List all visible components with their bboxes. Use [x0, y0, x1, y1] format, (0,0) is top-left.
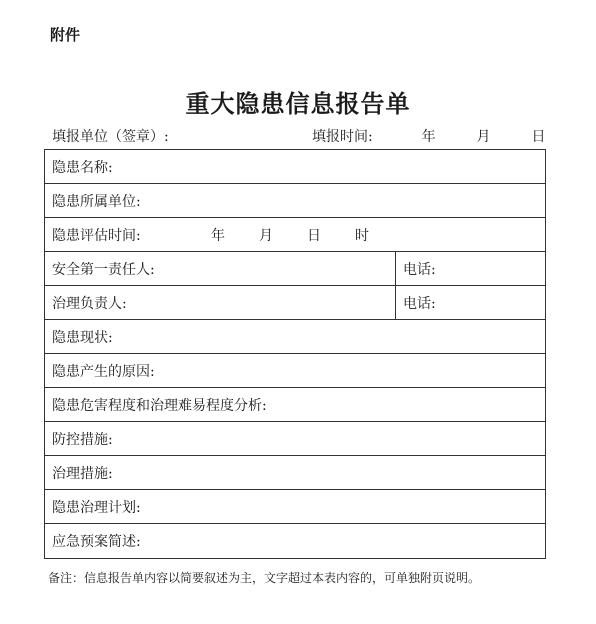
- form-title: 重大隐患信息报告单: [185, 89, 411, 118]
- governance-responsible-label: 治理负责人:: [52, 295, 127, 312]
- safety-responsible-label: 安全第一责任人:: [52, 261, 155, 278]
- analysis-label: 隐患危害程度和治理难易程度分析:: [52, 397, 267, 414]
- fill-time-month: 月: [476, 129, 491, 145]
- status-label: 隐患现状:: [52, 329, 113, 346]
- row-analysis[interactable]: [45, 388, 545, 422]
- row-prevention[interactable]: [45, 422, 545, 456]
- fill-time-year: 年: [421, 129, 436, 145]
- eval-day: 日: [307, 227, 321, 244]
- row-status[interactable]: [45, 320, 545, 354]
- row-governance-plan[interactable]: [45, 490, 545, 524]
- fill-time-day: 日: [531, 129, 546, 145]
- fill-unit-label: 填报单位（签章）:: [52, 129, 169, 145]
- cause-label: 隐患产生的原因:: [52, 363, 155, 380]
- row-hazard-owner-unit[interactable]: [45, 184, 545, 218]
- row-governance-measures[interactable]: [45, 456, 545, 490]
- fill-time: [312, 126, 545, 146]
- report-form-table: [44, 149, 546, 559]
- eval-month: 月: [259, 227, 273, 244]
- attachment-label: 附件: [50, 26, 81, 44]
- row-cause[interactable]: [45, 354, 545, 388]
- row-hazard-name[interactable]: [45, 150, 545, 184]
- governance-measures-label: 治理措施:: [52, 465, 113, 482]
- phone-label-1: 电话:: [403, 261, 436, 278]
- eval-year: 年: [211, 227, 225, 244]
- footer-note: 备注：信息报告单内容以简要叙述为主，文字超过本表内容的，可单独附页说明。: [48, 571, 481, 585]
- hazard-owner-unit-label: 隐患所属单位:: [52, 193, 141, 210]
- eval-hour: 时: [355, 227, 369, 244]
- prevention-label: 防控措施:: [52, 431, 113, 448]
- row-safety-responsible[interactable]: [45, 252, 545, 286]
- row-governance-responsible[interactable]: [45, 286, 545, 320]
- emergency-plan-label: 应急预案简述:: [52, 534, 141, 550]
- hazard-name-label: 隐患名称:: [52, 159, 113, 176]
- column-divider: [395, 286, 396, 319]
- governance-plan-label: 隐患治理计划:: [52, 499, 141, 516]
- eval-time-label: 隐患评估时间:: [52, 227, 141, 244]
- column-divider: [395, 252, 396, 285]
- row-emergency-plan[interactable]: [45, 524, 545, 558]
- fill-time-label: 填报时间:: [312, 129, 373, 145]
- row-eval-time[interactable]: [45, 218, 545, 252]
- phone-label-2: 电话:: [403, 295, 436, 312]
